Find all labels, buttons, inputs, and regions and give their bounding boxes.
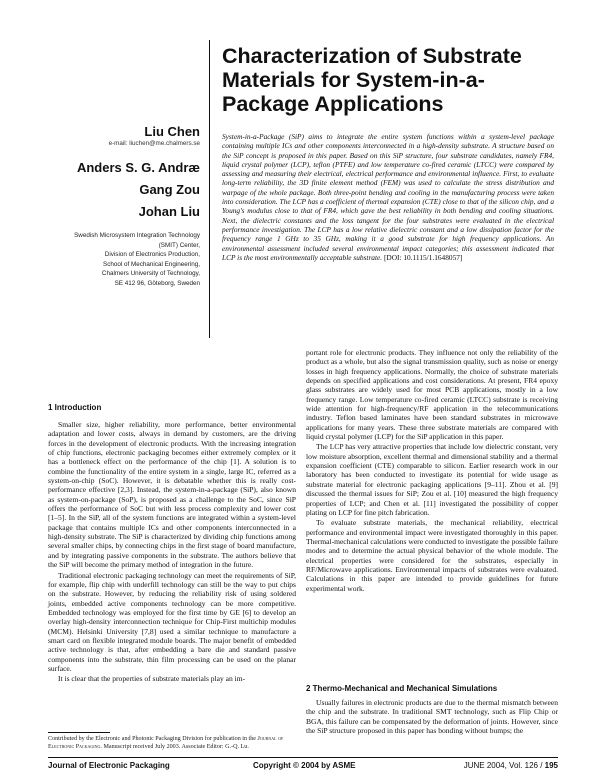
- section-heading-introduction: 1 Introduction: [48, 403, 102, 412]
- right-paragraph-1: portant role for electronic products. They influence not only the reliability of the product as a whole, but also the signal transmission quality, such as noise or energy losses in high frequency applications. Normally, the choice of substrate materials depends on specified applications and cost considerations. At present, FR4 epoxy glass substrates are widely used for most PCB applications, mostly in a low frequency range. Low temperature co-fired ceramic (LTCC) substrate is receiving wide attention for high-frequency/RF application in the telecommunications industry. Teflon based laminates have been standard substrates in microwave applications for many years. These three substrate materials are compared with liquid crystal polymer (LCP) for the SiP application in this paper.: [306, 348, 558, 442]
- doi: [DOI: 10.1115/1.1648057]: [383, 252, 463, 262]
- affiliation-line-1: Swedish Microsystem Integration Technology: [74, 232, 200, 239]
- footnote: [48, 736, 296, 752]
- author-block: [40, 124, 200, 288]
- footnote-part-1: Contributed by the Electronic and Photonic Packaging Division for publication in the: [48, 736, 258, 742]
- intro-paragraph-2: Traditional electronic packaging technology can meet the requirements of SiP, for example, flip chip with underfill technology can still be the way to put chips on the substrate. However, by reducing the reliability risk of using soldered joints, embedded active components technology can be more competitive. Embedded technology was employed for the first time by GE [6] to develop an overlay high-density interconnection technique for Chip-First multichip modules (MCM). Helsinki University [7,8] used a similar technique to manufacture a smart card on flexible integrated module boards. The major benefit of embedded active technology is that, after embedding a bare die and standard passive components into the substrate, thin film processing can be used on the planar surface.: [48, 570, 296, 673]
- article-title: [222, 44, 552, 116]
- affiliation-line-3: Division of Electronics Production,: [104, 251, 200, 258]
- author-name-1: Liu Chen: [144, 124, 200, 139]
- intro-paragraph-3: It is clear that the properties of substrate materials play an im-: [58, 674, 246, 684]
- right-column: [306, 348, 558, 593]
- left-column: [48, 420, 296, 684]
- footer-issue-text: JUNE 2004, Vol. 126 /: [463, 761, 545, 770]
- title-line-2: Materials for System-in-a-: [222, 68, 485, 92]
- author-name-4: Johan Liu: [138, 204, 200, 219]
- footer-journal-name: Journal of Electronic Packaging: [48, 761, 170, 770]
- footnote-journal: Journal of Electronic Packaging: [48, 736, 284, 750]
- abstract: [222, 132, 554, 262]
- footnote-part-2: . Manuscript received July 2003. Associate Editor: G.-Q. Lu.: [100, 743, 249, 750]
- affiliation: [40, 231, 200, 288]
- footer-page-number: 195: [544, 761, 558, 770]
- section-heading-simulations: 2 Thermo-Mechanical and Mechanical Simulations: [306, 684, 498, 693]
- affiliation-line-5: Chalmers University of Technology,: [101, 270, 200, 277]
- intro-paragraph-1: Smaller size, higher reliability, more performance, better environmental adaptation and lower costs, always in demand by customers, are the driving forces in the development of electronic products. With the increasing integration of chip functions, electronic packaging becomes either extremely complex or it has a bottleneck effect on the performance of the chip [1]. A solution is to combine the functionality of the entire system in a single, large IC, referred as a system-on-chip (SoC). However, it is debatable whether this is really cost-performance effective [2,3]. Instead, the system-in-a-package (SiP), also known as system-on-package (SoP), is proposed as a challenge to the SoC, since SiP offers the performance of SoC but with less process complexity and lower cost [1–5]. In the SiP, all of the system functions are integrated within a system-level package that contains multiple ICs and other components interconnected in a high-density substrate. The SiP is characterized by dividing chip functions among several smaller chips, by connecting chips in the first stage of board manufacture, and by integrating passive components in the substrate. The authors believe that the SiP will become the primary method of integration in the future.: [48, 420, 296, 570]
- title-rule: [209, 40, 210, 338]
- section2-paragraph-1: Usually failures in electronic products are due to the thermal mismatch between the chip and the substrate. In traditional SMT technology, such as Flip Chip or BGA, this failure can be compensated by the deformation of joints. However, since the SiP structure proposed in this paper has bonding without bumps; the: [306, 698, 558, 736]
- section2-text: [306, 698, 558, 735]
- page-footer: [48, 760, 558, 772]
- affiliation-line-2: (SMIT) Center,: [158, 241, 200, 249]
- footnote-rule: [48, 732, 110, 733]
- author-email: e-mail: liuchen@me.chalmers.se: [108, 140, 200, 147]
- author-name-3: Gang Zou: [139, 182, 200, 197]
- affiliation-line-6: SE 412 96, Göteborg, Sweden: [114, 279, 200, 287]
- footer-rule: [48, 757, 558, 758]
- title-line-3: Package Applications: [222, 92, 444, 116]
- affiliation-line-4: School of Mechanical Engineering,: [103, 260, 200, 268]
- abstract-text: System-in-a-Package (SiP) aims to integrate the entire system functions within a system-level package containing multiple ICs and other components interconnected in a high-density substrate. A structure based on the SiP concept is proposed in this paper. Based on this SiP structure, four substrate candidates, namely FR4, liquid crystal polymer (LCP), teflon (PTFE) and low temperature co-fired ceramic (LTCC) were compared by assessing and measuring their electrical, electrical performance and environmental influence. First, to evaluate long-term reliability, the 3D finite element method (FEM) was used to calculate the stress distribution and warpage of the whole package. Both three-point bending and cooling in the manufacturing process were taken into consideration. The LCP has a coefficient of thermal expansion (CTE) close to that of the silicon chip, and a Young's modulus close to that of FR4, which gave the best reliability in both bending and cooling situations. Next, the dielectric constants and the loss tangent for the four substrates were evaluated in the electrical performance investigation. The LCP has a low relative dielectric constant and a low dissipation factor for the frequency range 1 GHz to 35 GHz, making it a good substrate for high frequency applications. An environmental assessment included several environmental impact categories; this assessment indicated that LCP is the most environmentally acceptable substrate.: [222, 132, 554, 262]
- right-paragraph-3: To evaluate substrate materials, the mechanical reliability, electrical performance and environmental impact were investigated thoroughly in this paper. Thermal-mechanical calculations were conducted to investigate the possible failure modes and to determine the actual physical behavior of the whole module. The electrical properties were considered for the substrates, especially in RF/Microwave applications. Environmental impacts of substrates were evaluated. Calculations in this paper are intended to provide guidelines for future experimental work.: [306, 518, 558, 593]
- right-paragraph-2: The LCP has very attractive properties that include low dielectric constant, very low moisture absorption, excellent thermal and dimensional stability and a thermal expansion coefficient (CTE) comparable to silicon. Earlier research work in our laboratory has been conducted to investigate its potential for wide usage as substrate material for electronic packaging applications [9–11]. Zhou et al. [9] discussed the thermal issues for SiP; Zou et al. [10] measured the high frequency properties of LCP; and Chen et al. [11] investigated the possibility of copper plating on LCP for fine pitch fabrication.: [306, 442, 558, 517]
- author-name-2: Anders S. G. Andræ: [76, 160, 200, 175]
- footer-issue: [464, 760, 558, 772]
- title-line-1: Characterization of Substrate: [222, 44, 522, 68]
- footer-copyright: Copyright © 2004 by ASME: [253, 761, 356, 770]
